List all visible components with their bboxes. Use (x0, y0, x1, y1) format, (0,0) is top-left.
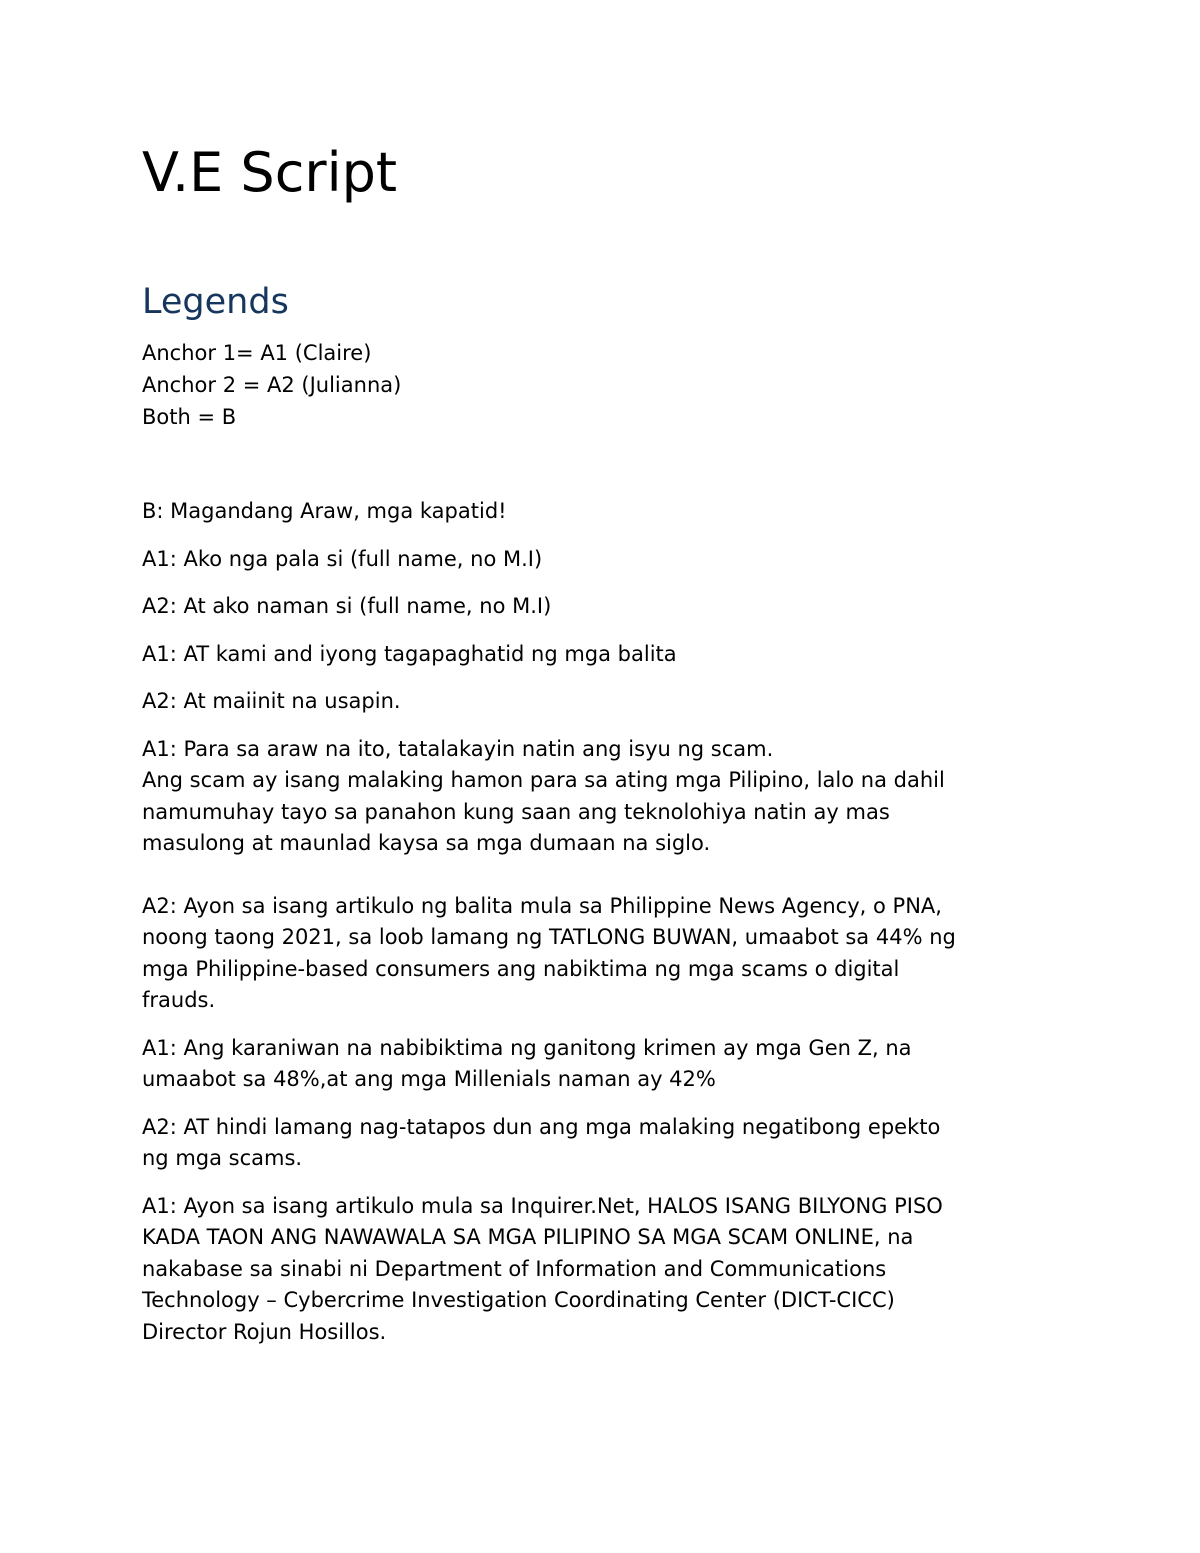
script-line: A2: At maiinit na usapin. (142, 689, 401, 713)
script-paragraph (142, 686, 1072, 718)
script-line: ng mga scams. (142, 1146, 303, 1170)
script-line: frauds. (142, 988, 216, 1012)
script-line: namumuhay tayo sa panahon kung saan ang teknolohiya natin ay mas (142, 799, 890, 824)
script-paragraph (142, 544, 1072, 576)
script-paragraph (142, 891, 1072, 1017)
script-paragraph (142, 734, 1072, 860)
document-title: V.E Script (142, 141, 398, 204)
legend-item: Anchor 2 = A2 (Julianna) (142, 373, 402, 397)
script-paragraph (142, 639, 1072, 671)
script-line: A1: AT kami and iyong tagapaghatid ng mga balita (142, 641, 677, 666)
script-paragraph (142, 1112, 1072, 1175)
script-line: A2: At ako naman si (full name, no M.I) (142, 594, 552, 618)
script-line: mga Philippine-based consumers ang nabiktima ng mga scams o digital (142, 956, 900, 981)
script-paragraph (142, 496, 1072, 528)
legend-item: Both = B (142, 405, 237, 429)
script-line: A2: AT hindi lamang nag-tatapos dun ang mga malaking negatibong epekto (142, 1114, 941, 1139)
script-paragraph (142, 1033, 1072, 1096)
script-line: Ang scam ay isang malaking hamon para sa ating mga Pilipino, lalo na dahil (142, 768, 945, 792)
script-line: Technology – Cybercrime Investigation Coordinating Center (DICT-CICC) (142, 1288, 895, 1312)
legend-list (142, 337, 401, 433)
script-line: umaabot sa 48%,at ang mga Millenials naman ay 42% (142, 1067, 716, 1091)
legend-item: Anchor 1= A1 (Claire) (142, 341, 372, 365)
script-paragraph (142, 1191, 1072, 1349)
script-line: Director Rojun Hosillos. (142, 1319, 387, 1344)
script-paragraph (142, 591, 1072, 623)
script-body (142, 496, 1072, 1364)
script-line: A1: Ang karaniwan na nabibiktima ng ganitong krimen ay mga Gen Z, na (142, 1035, 912, 1060)
script-line: noong taong 2021, sa loob lamang ng TATLONG BUWAN, umaabot sa 44% ng (142, 925, 956, 949)
script-line: A2: Ayon sa isang artikulo ng balita mula sa Philippine News Agency, o PNA, (142, 893, 942, 918)
script-line: A1: Para sa araw na ito, tatalakayin natin ang isyu ng scam. (142, 736, 774, 761)
script-line: A1: Ayon sa isang artikulo mula sa Inquirer.Net, HALOS ISANG BILYONG PISO (142, 1193, 943, 1218)
legends-heading: Legends (142, 282, 289, 322)
script-line: masulong at maunlad kaysa sa mga dumaan na siglo. (142, 831, 711, 855)
script-line: A1: Ako nga pala si (full name, no M.I) (142, 546, 543, 571)
script-line: KADA TAON ANG NAWAWALA SA MGA PILIPINO SA MGA SCAM ONLINE, na (142, 1225, 914, 1249)
script-line: nakabase sa sinabi ni Department of Information and Communications (142, 1256, 887, 1281)
script-line: B: Magandang Araw, mga kapatid! (142, 499, 507, 523)
